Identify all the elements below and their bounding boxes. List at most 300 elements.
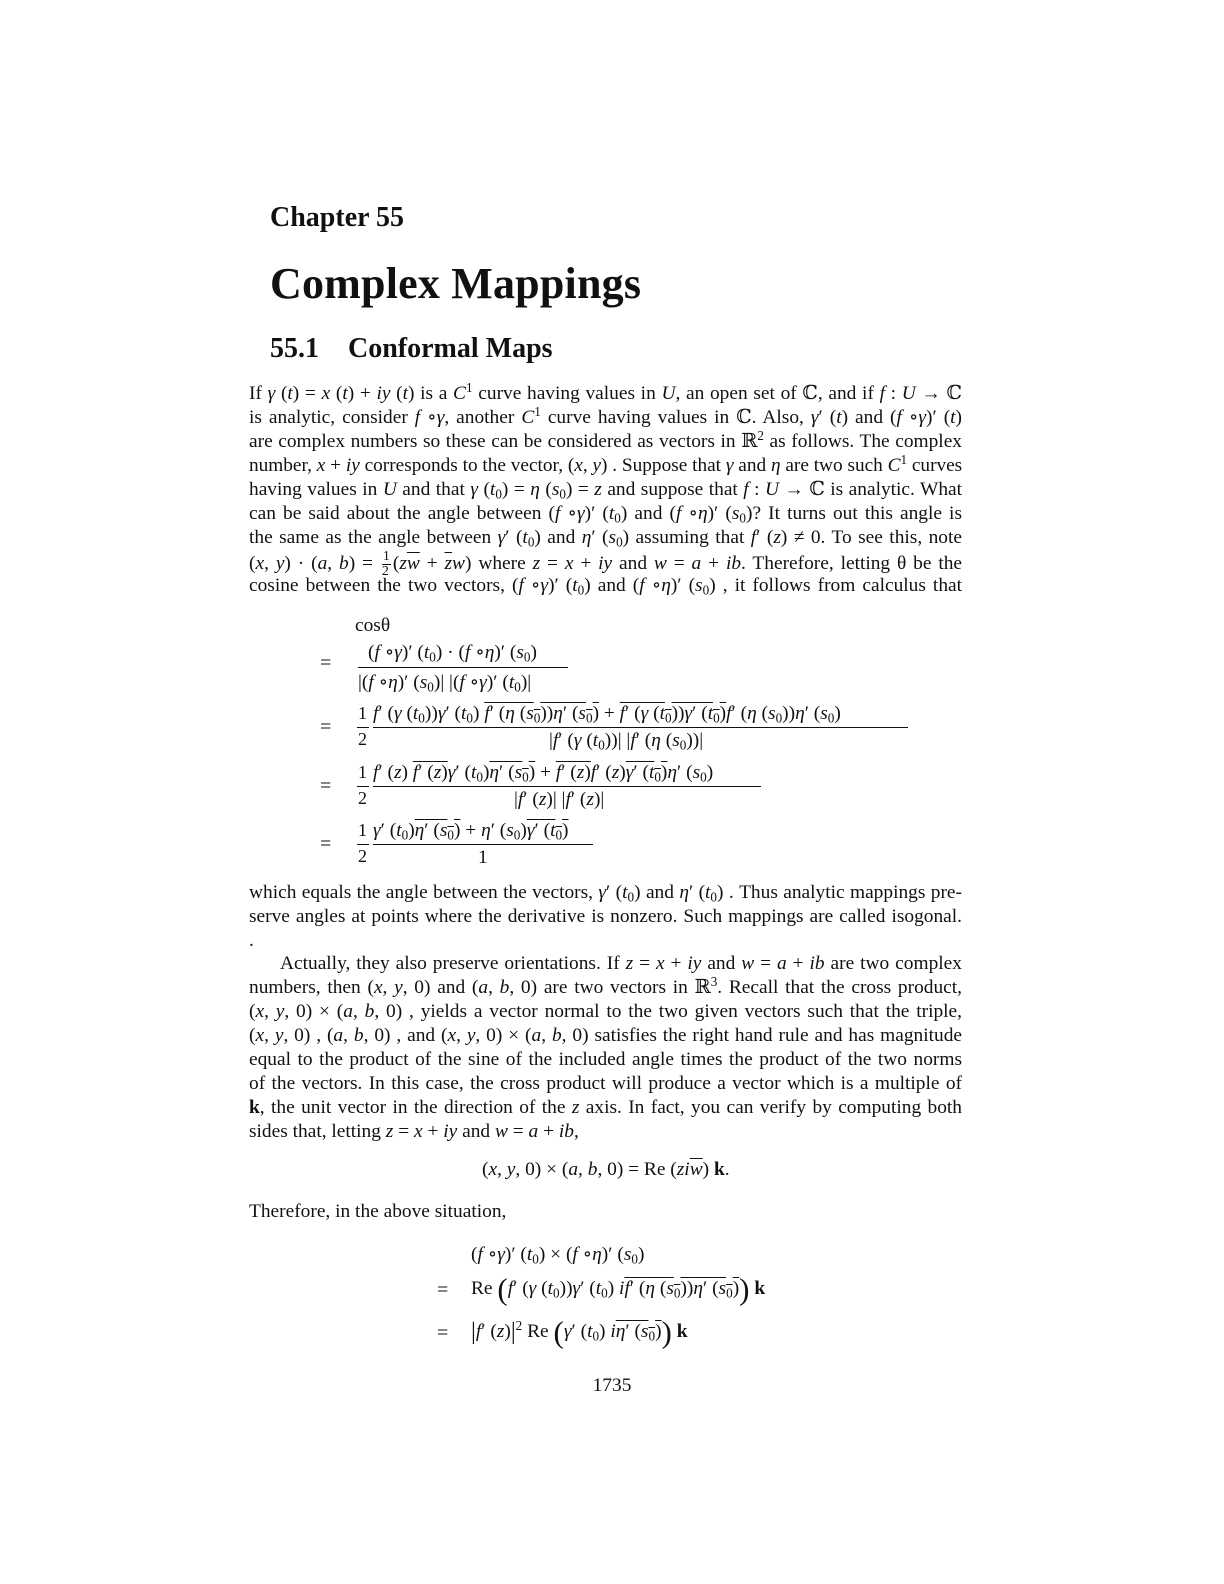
math-symbol: γ <box>684 703 693 724</box>
math-symbol: s <box>672 730 680 751</box>
subscript: 0 <box>522 769 529 785</box>
math-symbol: f <box>619 703 626 724</box>
math-symbol: η <box>505 703 515 724</box>
math-symbol: U <box>382 479 397 500</box>
text-run: and <box>612 552 654 574</box>
math-symbol: γ <box>572 1278 581 1299</box>
text-run: ∘ <box>420 407 437 428</box>
subscript: 0 <box>427 679 434 695</box>
text-run: ′ ( <box>523 789 539 810</box>
math-symbol: C <box>521 407 535 428</box>
math-symbol: y <box>274 1025 284 1046</box>
math-symbol: s <box>666 1278 674 1299</box>
math-symbol: x <box>255 1001 265 1022</box>
subscript: 0 <box>429 649 436 665</box>
text-run: → ℂ <box>915 383 962 404</box>
text-run: ( <box>482 1159 489 1180</box>
math-symbol: x <box>413 1121 423 1142</box>
math-symbol: t <box>547 1278 554 1299</box>
math-symbol: z <box>611 762 620 783</box>
text-run: + <box>599 703 620 724</box>
fraction-denominator: 2 <box>381 563 389 579</box>
text-run: are two complex <box>824 953 962 974</box>
text-run: , <box>497 1159 507 1180</box>
math-symbol: z <box>532 552 541 574</box>
math-symbol: γ <box>540 575 549 596</box>
math-symbol: γ <box>563 1321 572 1342</box>
subscript: 0 <box>513 827 521 843</box>
math-symbol: t <box>342 383 348 404</box>
text-run: ) <box>453 820 461 841</box>
math-symbol: t <box>836 407 842 428</box>
text-run: ( <box>539 479 552 500</box>
text-run: ∘ <box>681 503 698 524</box>
subscript: 0 <box>559 486 566 502</box>
text-run: ∘ <box>373 672 389 693</box>
text-run: and <box>733 455 771 476</box>
text-run: , the unit vector in the direction of the <box>259 1097 572 1118</box>
text-run: , 0) × ( <box>475 1025 532 1046</box>
math-symbol: f <box>639 575 645 596</box>
text-run: ′ ( <box>625 1321 641 1342</box>
subscript: 0 <box>532 1251 539 1267</box>
text-run: and suppose that <box>601 479 744 500</box>
eq3-row1 <box>471 1242 644 1266</box>
math-symbol: f <box>484 703 490 724</box>
text-run: Re <box>522 1321 554 1342</box>
math-symbol: s <box>768 703 776 724</box>
text-run: , <box>582 455 593 476</box>
superscript: 3 <box>710 973 718 989</box>
math-symbol: t <box>587 1321 593 1342</box>
subscript: 0 <box>401 827 409 843</box>
text-run: ) and ( <box>620 503 676 524</box>
subscript: 0 <box>627 889 635 905</box>
text-run: , an open set of ℂ, and if <box>675 383 880 404</box>
math-symbol: s <box>608 527 617 548</box>
text-run: )′ ( <box>584 503 609 524</box>
math-symbol: iy <box>443 1121 458 1142</box>
text-run: . Recall that the cross product, <box>717 977 962 998</box>
math-symbol: y <box>275 552 285 574</box>
math-symbol: s <box>514 762 523 783</box>
text-run: ′ ( <box>499 762 515 783</box>
text-run: ( <box>249 552 256 574</box>
text-line <box>249 973 962 1000</box>
math-symbol: a <box>777 953 787 974</box>
text-run: )′ ( <box>401 642 424 663</box>
math-symbol: a <box>343 1001 353 1022</box>
math-symbol: y <box>506 1159 516 1180</box>
text-line <box>249 451 963 478</box>
text-line <box>249 1024 962 1048</box>
text-run: | <box>510 1317 516 1345</box>
math-symbol: γ <box>810 407 819 428</box>
subscript: 0 <box>555 827 563 843</box>
math-symbol: U <box>765 479 780 500</box>
text-run: and <box>457 1121 495 1142</box>
text-run: , 0) are two vectors in ℝ <box>509 977 711 998</box>
text-line <box>249 1048 962 1072</box>
math-symbol: f <box>552 730 559 751</box>
chapter-title: Complex Mappings <box>270 259 642 308</box>
text-line <box>249 1072 962 1096</box>
math-symbol: a <box>531 1025 542 1046</box>
half-numerator: 1 <box>358 762 367 782</box>
text-run: )) <box>424 703 438 724</box>
math-symbol: $\overline{z}$ <box>444 552 453 574</box>
text-run: = <box>507 1121 529 1142</box>
math-symbol: b <box>551 1025 562 1046</box>
math-symbol: s <box>692 762 701 783</box>
math-symbol: iy <box>598 552 613 574</box>
math-symbol: ib <box>558 1121 574 1142</box>
math-symbol: f <box>726 703 732 724</box>
text-run: ′ ( <box>571 1321 588 1342</box>
math-symbol: x <box>655 953 665 974</box>
text-run: ) <box>702 1159 714 1180</box>
text-run: )| | <box>546 789 566 810</box>
text-run: )) <box>540 703 554 724</box>
text-run: ′ ( <box>818 407 837 428</box>
math-symbol: η <box>697 503 708 524</box>
math-symbol: t <box>412 703 419 724</box>
math-symbol: w <box>494 1121 508 1142</box>
math-symbol: x <box>316 455 326 476</box>
subscript: 0 <box>713 710 720 726</box>
superscript: 2 <box>757 427 764 443</box>
text-run: ′ ( <box>418 762 434 783</box>
math-symbol: b <box>587 1159 598 1180</box>
math-symbol: z <box>399 552 407 574</box>
text-line <box>249 1096 962 1120</box>
text-run: ′ ( <box>455 762 471 783</box>
text-run: = <box>666 552 692 574</box>
text-run: which equals the angle between the vectors, <box>249 882 599 903</box>
subscript: 0 <box>553 1285 560 1301</box>
math-symbol: x <box>564 552 574 574</box>
math-symbol: t <box>622 882 628 903</box>
text-run: ))| <box>686 730 704 751</box>
math-symbol: γ <box>625 762 634 783</box>
text-run: ) = <box>501 479 531 500</box>
text-run: ′ ( <box>635 730 652 751</box>
text-run: ( <box>275 383 288 404</box>
math-symbol: η <box>667 762 678 783</box>
math-symbol: x <box>488 1159 498 1180</box>
text-run: = <box>393 1121 414 1142</box>
text-run: ) = <box>292 383 322 404</box>
math-symbol: η <box>747 703 757 724</box>
fraction-bar <box>373 844 593 845</box>
text-run: ) <box>619 762 626 783</box>
text-run: ′ ( <box>692 703 708 724</box>
text-run: , 0) , and ( <box>363 1025 448 1046</box>
text-run: , 0) = Re ( <box>597 1159 677 1180</box>
text-run: ′ ( <box>513 1278 529 1299</box>
subscript: 0 <box>702 582 710 598</box>
math-symbol: t <box>402 383 408 404</box>
math-symbol: γ <box>725 455 734 476</box>
text-run: ( <box>401 703 413 724</box>
math-symbol: f <box>517 789 524 810</box>
math-symbol: b <box>499 977 510 998</box>
text-run: )) <box>671 703 685 724</box>
text-run: ∘ <box>901 407 919 428</box>
math-symbol: η <box>679 882 689 903</box>
math-symbol: z <box>594 479 602 500</box>
eq1-row1-numerator <box>368 640 537 664</box>
math-symbol: y <box>275 1001 285 1022</box>
text-run: ) and <box>534 527 582 548</box>
text-run: + <box>419 552 445 574</box>
math-symbol: f <box>518 575 524 596</box>
math-symbol: t <box>423 642 430 663</box>
text-run: , <box>488 977 500 998</box>
text-run: curve having values in <box>472 383 662 404</box>
equals-sign: = <box>320 652 332 674</box>
eq3-row2 <box>471 1271 766 1307</box>
math-symbol: γ <box>640 703 649 724</box>
math-symbol: f <box>572 1244 578 1265</box>
math-symbol: s <box>506 820 514 841</box>
text-run: | <box>514 789 518 810</box>
math-symbol: t <box>592 730 599 751</box>
text-run: | <box>471 1317 476 1345</box>
subscript: 0 <box>614 510 621 526</box>
subscript: 0 <box>664 710 672 726</box>
text-run: k <box>713 1159 725 1180</box>
math-symbol: f <box>743 479 749 500</box>
text-line <box>249 1000 962 1024</box>
text-run: ))| | <box>604 730 631 751</box>
math-symbol: b <box>339 552 349 574</box>
text-run: ) <box>706 762 714 783</box>
subscript: 0 <box>585 710 593 726</box>
fraction-numerator: 1 <box>382 549 390 564</box>
math-symbol: $\overline{w}$ <box>689 1159 703 1180</box>
math-symbol: η <box>795 703 805 724</box>
text-line <box>249 905 962 929</box>
text-run: ∘ <box>644 575 662 596</box>
math-symbol: η <box>489 762 500 783</box>
text-run: ) <box>473 703 485 724</box>
conjugate-overline <box>624 1278 739 1299</box>
text-run: having values in <box>249 479 383 500</box>
equals-sign: = <box>320 775 332 797</box>
eq1-row3-denominator <box>514 789 604 811</box>
math-symbol: b <box>364 1001 375 1022</box>
text-run: ( <box>581 730 593 751</box>
text-run: )) <box>559 1278 573 1299</box>
text-run: )′ ( <box>504 1244 527 1265</box>
conjugate-overline <box>489 762 535 783</box>
text-run: ( <box>756 703 769 724</box>
math-symbol: y <box>394 977 403 998</box>
math-symbol: ib <box>809 953 825 974</box>
text-run: cosine between the two vectors, ( <box>249 575 519 596</box>
text-run: ) <box>599 1321 611 1342</box>
text-run: ) where <box>464 552 533 574</box>
math-symbol: z <box>433 762 442 783</box>
text-run: ′ ( <box>378 703 394 724</box>
math-symbol: s <box>578 703 586 724</box>
superscript: 2 <box>515 1317 523 1333</box>
text-run: , <box>541 1025 552 1046</box>
text-run: + <box>422 1121 444 1142</box>
text-line <box>249 574 962 598</box>
eq1-row1-denominator <box>358 670 531 694</box>
text-run: ) is a <box>408 383 454 404</box>
math-symbol: s <box>718 1278 727 1299</box>
text-run: equal to the product of the sine of the included angle times the product of the two norms <box>249 1049 962 1070</box>
subscript: 0 <box>673 1285 681 1301</box>
section-heading <box>270 333 553 365</box>
math-symbol: η <box>484 642 495 663</box>
text-run: ( <box>648 703 660 724</box>
subscript: 0 <box>679 737 687 753</box>
math-symbol: C <box>887 455 901 476</box>
eq1-row4-denominator <box>478 847 488 869</box>
math-symbol: zi <box>676 1159 690 1180</box>
text-run: ′ ( <box>804 703 821 724</box>
text-run: numbers, then ( <box>249 977 374 998</box>
text-run: ) <box>719 703 727 724</box>
math-symbol: f <box>555 762 562 783</box>
text-run: ) · ( <box>284 552 318 574</box>
text-run: ( <box>368 642 375 663</box>
superscript: 1 <box>465 379 473 395</box>
subscript: 0 <box>495 486 502 502</box>
math-symbol: y <box>592 455 602 476</box>
text-run: k <box>676 1321 688 1342</box>
text-run: ′ ( <box>561 762 577 783</box>
text-run: axis. In fact, you can verify by computing both <box>579 1097 962 1118</box>
text-run: Re <box>471 1278 498 1299</box>
text-run: curve having values in ℂ. Also, <box>540 407 811 428</box>
text-run: ) <box>732 1278 740 1299</box>
text-run: + <box>701 552 726 574</box>
math-symbol: f <box>507 1278 514 1299</box>
math-symbol: f <box>374 642 380 663</box>
subscript: 0 <box>726 1285 733 1301</box>
math-symbol: iy <box>687 953 702 974</box>
math-symbol: iy <box>376 383 391 404</box>
text-run: ′ ( <box>481 1321 497 1342</box>
math-symbol: U <box>901 383 916 404</box>
text-run: k <box>249 1097 260 1118</box>
math-symbol: x <box>373 977 383 998</box>
math-symbol: s <box>419 672 428 693</box>
text-run: If <box>249 383 268 404</box>
subscript: 0 <box>447 827 454 843</box>
text-run: ( <box>390 383 403 404</box>
text-run: curves <box>907 455 963 476</box>
text-run: ) <box>592 703 600 724</box>
text-run: , <box>382 977 395 998</box>
math-symbol: f <box>459 672 465 693</box>
text-run: + <box>325 455 346 476</box>
equals-sign: = <box>320 833 332 855</box>
text-run: ) <box>661 1314 672 1350</box>
text-run: are two such <box>780 455 888 476</box>
text-run: ) <box>504 1321 511 1342</box>
text-run: ′ ( <box>562 703 579 724</box>
subscript: 0 <box>466 710 473 726</box>
math-symbol: t <box>470 762 477 783</box>
conjugate-overline <box>626 762 668 783</box>
subscript: 0 <box>739 510 746 526</box>
math-symbol: γ <box>393 703 402 724</box>
math-symbol: γ <box>576 503 585 524</box>
subscript: 0 <box>592 1328 600 1344</box>
math-symbol: γ <box>267 383 276 404</box>
text-run: ′ ( <box>489 703 506 724</box>
text-run: . <box>724 1159 730 1180</box>
math-symbol: z <box>571 1097 580 1118</box>
math-symbol: η <box>592 1244 602 1265</box>
text-run: ) <box>482 762 490 783</box>
text-run: ) and ( <box>841 407 897 428</box>
math-symbol: γ <box>497 527 506 548</box>
text-run: ) <box>955 407 963 428</box>
fraction-bar <box>357 727 369 728</box>
text-run: . <box>249 930 254 951</box>
math-symbol: t <box>396 820 402 841</box>
math-symbol: γ <box>573 730 582 751</box>
text-run: ) . Thus analytic mappings pre- <box>717 882 962 903</box>
half-numerator: 1 <box>358 703 367 723</box>
text-run: ∘ <box>379 642 395 663</box>
math-symbol: t <box>707 703 714 724</box>
text-run: ) and ( <box>584 575 640 596</box>
text-run: ′ ( <box>558 730 574 751</box>
conjugate-overline <box>620 703 726 724</box>
text-run: ) assuming that <box>622 527 751 548</box>
math-symbol: f <box>630 730 636 751</box>
text-run: ( <box>392 552 400 574</box>
page-number: 1735 <box>592 1375 632 1396</box>
text-run: ′ ( <box>591 527 609 548</box>
text-run: the same as the angle between <box>249 527 498 548</box>
math-symbol: w <box>741 953 755 974</box>
math-symbol: γ <box>373 820 381 841</box>
text-run: ) <box>655 1321 662 1342</box>
math-symbol: s <box>731 503 740 524</box>
math-symbol: x <box>321 383 331 404</box>
fraction-bar <box>357 786 369 787</box>
text-run: , <box>573 1121 579 1142</box>
text-run: ′ ( <box>756 527 774 548</box>
text-run: ) <box>528 762 536 783</box>
math-symbol: η <box>645 1278 655 1299</box>
text-run: 1 <box>478 847 488 868</box>
text-run: : <box>884 383 902 404</box>
text-run: is analytic, consider <box>249 407 415 428</box>
text-run: ′ ( <box>570 789 587 810</box>
math-symbol: z <box>393 762 402 783</box>
text-run: ′ ( <box>677 762 693 783</box>
text-run: ′ ( <box>703 1278 719 1299</box>
math-symbol: s <box>640 1321 649 1342</box>
math-symbol: t <box>659 703 665 724</box>
text-run: ( <box>497 1271 508 1307</box>
text-run: + <box>786 953 810 974</box>
text-line <box>249 403 963 430</box>
section-number: 55.1 <box>270 333 319 364</box>
text-run: ) <box>637 1244 645 1265</box>
text-run: , <box>352 1001 365 1022</box>
